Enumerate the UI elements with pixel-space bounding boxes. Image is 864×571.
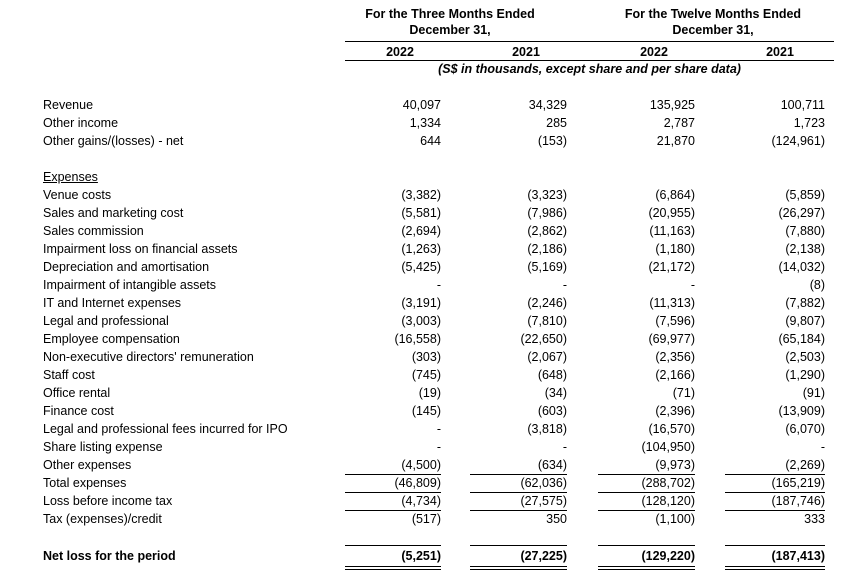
cell-legal-professional-col1: (3,003) [401, 314, 441, 328]
header-twelve-months-line1: For the Twelve Months Ended [624, 7, 802, 21]
cell-net-loss-col3: (129,220) [641, 549, 695, 563]
cell-sales-commission-col3: (11,163) [649, 224, 695, 238]
row-label-sales-commission: Sales commission [43, 224, 144, 238]
cell-sales-commission-col1: (2,694) [401, 224, 441, 238]
row-label-other-expenses: Other expenses [43, 458, 132, 472]
cell-venue-costs-col4: (5,859) [785, 188, 825, 202]
rule-above-tax-col1 [345, 510, 441, 511]
rule-above-tax-col3 [598, 510, 695, 511]
rule-below-net-col4 [725, 566, 825, 570]
header-three-months-line1: For the Three Months Ended [365, 7, 535, 21]
cell-sales-marketing-col1: (5,581) [401, 206, 441, 220]
cell-tax-col3: (1,100) [655, 512, 695, 526]
row-label-ipo-fees: Legal and professional fees incurred for IPO [43, 422, 288, 436]
cell-ipo-fees-col2: (3,818) [527, 422, 567, 436]
row-label-share-listing: Share listing expense [43, 440, 163, 454]
cell-tax-col1: (517) [411, 512, 441, 526]
cell-revenue-col4: 100,711 [780, 98, 825, 112]
row-label-employee-comp: Employee compensation [43, 332, 180, 346]
rule-above-total-col1 [345, 474, 441, 475]
cell-staff-cost-col1: (745) [411, 368, 441, 382]
cell-other-gains-col4: (124,961) [771, 134, 825, 148]
cell-other-income-col2: 285 [546, 116, 567, 130]
cell-share-listing-col3: (104,950) [641, 440, 695, 454]
year-rule [345, 60, 834, 61]
cell-impairment-intangible-col1: - [436, 278, 441, 292]
cell-office-rental-col4: (91) [802, 386, 825, 400]
year-header-y-2021: 2021 [766, 45, 794, 59]
row-label-finance-cost: Finance cost [43, 404, 114, 418]
cell-impairment-intangible-col3: - [690, 278, 695, 292]
header-rule [345, 41, 834, 42]
rule-below-net-col2 [470, 566, 567, 570]
cell-impairment-financial-col3: (1,180) [655, 242, 695, 256]
rule-above-loss-col3 [598, 492, 695, 493]
cell-nonexec-remuneration-col1: (303) [411, 350, 441, 364]
rule-above-loss-col4 [725, 492, 825, 493]
rule-above-net-col2 [470, 545, 567, 546]
cell-sales-marketing-col4: (26,297) [778, 206, 825, 220]
cell-nonexec-remuneration-col4: (2,503) [785, 350, 825, 364]
cell-other-income-col1: 1,334 [409, 116, 441, 130]
cell-it-internet-col4: (7,882) [785, 296, 825, 310]
cell-it-internet-col1: (3,191) [401, 296, 441, 310]
cell-legal-professional-col4: (9,807) [785, 314, 825, 328]
cell-depreciation-col1: (5,425) [401, 260, 441, 274]
rule-above-tax-col2 [470, 510, 567, 511]
cell-tax-col2: 350 [546, 512, 567, 526]
cell-net-loss-col1: (5,251) [401, 549, 441, 563]
cell-revenue-col2: 34,329 [528, 98, 567, 112]
cell-total-expenses-col1: (46,809) [394, 476, 441, 490]
cell-staff-cost-col2: (648) [537, 368, 567, 382]
cell-total-expenses-col4: (165,219) [771, 476, 825, 490]
row-label-tax: Tax (expenses)/credit [43, 512, 162, 526]
row-label-loss-before-tax: Loss before income tax [43, 494, 173, 508]
cell-depreciation-col4: (14,032) [778, 260, 825, 274]
header-three-months-line2: December 31, [409, 23, 491, 37]
cell-sales-marketing-col2: (7,986) [527, 206, 567, 220]
cell-ipo-fees-col4: (6,070) [785, 422, 825, 436]
row-label-legal-professional: Legal and professional [43, 314, 169, 328]
cell-loss-before-tax-col4: (187,746) [771, 494, 825, 508]
rule-above-total-col3 [598, 474, 695, 475]
cell-sales-commission-col4: (7,880) [785, 224, 825, 238]
cell-net-loss-col4: (187,413) [771, 549, 825, 563]
cell-other-expenses-col1: (4,500) [401, 458, 441, 472]
cell-depreciation-col3: (21,172) [648, 260, 695, 274]
header-three-months [345, 6, 555, 38]
cell-share-listing-col2: - [562, 440, 567, 454]
cell-finance-cost-col1: (145) [411, 404, 441, 418]
rule-above-loss-col1 [345, 492, 441, 493]
cell-employee-comp-col4: (65,184) [778, 332, 825, 346]
year-header-q-2022: 2022 [386, 45, 414, 59]
header-twelve-months-line2: December 31, [672, 23, 754, 37]
cell-sales-commission-col2: (2,862) [527, 224, 567, 238]
cell-impairment-financial-col2: (2,186) [527, 242, 567, 256]
row-label-net-loss: Net loss for the period [43, 549, 176, 563]
cell-impairment-financial-col1: (1,263) [401, 242, 441, 256]
cell-employee-comp-col2: (22,650) [520, 332, 567, 346]
cell-ipo-fees-col1: - [436, 422, 441, 436]
cell-nonexec-remuneration-col3: (2,356) [655, 350, 695, 364]
row-label-total-expenses: Total expenses [43, 476, 127, 490]
cell-legal-professional-col2: (7,810) [527, 314, 567, 328]
year-header-y-2022: 2022 [640, 45, 668, 59]
cell-venue-costs-col2: (3,323) [527, 188, 567, 202]
row-label-impairment-intangible: Impairment of intangible assets [43, 278, 217, 292]
cell-office-rental-col2: (34) [544, 386, 567, 400]
rule-below-net-col1 [345, 566, 441, 570]
cell-it-internet-col2: (2,246) [527, 296, 567, 310]
cell-finance-cost-col4: (13,909) [778, 404, 825, 418]
rule-above-net-col3 [598, 545, 695, 546]
cell-sales-marketing-col3: (20,955) [648, 206, 695, 220]
cell-loss-before-tax-col1: (4,734) [401, 494, 441, 508]
cell-other-gains-col2: (153) [537, 134, 567, 148]
cell-employee-comp-col3: (69,977) [648, 332, 695, 346]
cell-share-listing-col1: - [436, 440, 441, 454]
cell-loss-before-tax-col2: (27,575) [520, 494, 567, 508]
cell-finance-cost-col2: (603) [537, 404, 567, 418]
cell-impairment-financial-col4: (2,138) [785, 242, 825, 256]
cell-staff-cost-col3: (2,166) [655, 368, 695, 382]
row-label-depreciation: Depreciation and amortisation [43, 260, 210, 274]
cell-venue-costs-col1: (3,382) [401, 188, 441, 202]
cell-employee-comp-col1: (16,558) [394, 332, 441, 346]
cell-finance-cost-col3: (2,396) [655, 404, 695, 418]
cell-office-rental-col1: (19) [418, 386, 441, 400]
cell-staff-cost-col4: (1,290) [785, 368, 825, 382]
cell-other-gains-col3: 21,870 [656, 134, 695, 148]
row-label-staff-cost: Staff cost [43, 368, 95, 382]
row-label-impairment-financial: Impairment loss on financial assets [43, 242, 238, 256]
rule-above-total-col2 [470, 474, 567, 475]
cell-other-expenses-col4: (2,269) [785, 458, 825, 472]
row-label-other-gains: Other gains/(losses) - net [43, 134, 184, 148]
cell-revenue-col1: 40,097 [402, 98, 441, 112]
row-label-nonexec-remuneration: Non-executive directors' remuneration [43, 350, 254, 364]
cell-revenue-col3: 135,925 [649, 98, 695, 112]
cell-legal-professional-col3: (7,596) [655, 314, 695, 328]
units-note: (S$ in thousands, except share and per share data) [438, 62, 741, 76]
rule-above-net-col4 [725, 545, 825, 546]
cell-tax-col4: 333 [804, 512, 825, 526]
header-twelve-months [592, 6, 834, 38]
year-header-q-2021: 2021 [512, 45, 540, 59]
cell-loss-before-tax-col3: (128,120) [641, 494, 695, 508]
cell-impairment-intangible-col4: (8) [809, 278, 825, 292]
cell-it-internet-col3: (11,313) [649, 296, 695, 310]
rule-above-total-col4 [725, 474, 825, 475]
rule-below-net-col3 [598, 566, 695, 570]
cell-venue-costs-col3: (6,864) [655, 188, 695, 202]
row-label-venue-costs: Venue costs [43, 188, 112, 202]
rule-above-loss-col2 [470, 492, 567, 493]
cell-impairment-intangible-col2: - [562, 278, 567, 292]
row-label-sales-marketing: Sales and marketing cost [43, 206, 184, 220]
rule-above-tax-col4 [725, 510, 825, 511]
cell-total-expenses-col2: (62,036) [520, 476, 567, 490]
cell-total-expenses-col3: (288,702) [641, 476, 695, 490]
cell-share-listing-col4: - [820, 440, 825, 454]
cell-office-rental-col3: (71) [672, 386, 695, 400]
rule-above-net-col1 [345, 545, 441, 546]
cell-ipo-fees-col3: (16,570) [648, 422, 695, 436]
row-label-office-rental: Office rental [43, 386, 111, 400]
cell-other-income-col3: 2,787 [663, 116, 695, 130]
row-label-expenses-heading: Expenses [43, 170, 98, 184]
cell-other-expenses-col3: (9,973) [655, 458, 695, 472]
cell-depreciation-col2: (5,169) [527, 260, 567, 274]
cell-net-loss-col2: (27,225) [520, 549, 567, 563]
cell-other-gains-col1: 644 [420, 134, 441, 148]
cell-other-expenses-col2: (634) [537, 458, 567, 472]
cell-other-income-col4: 1,723 [793, 116, 825, 130]
cell-nonexec-remuneration-col2: (2,067) [527, 350, 567, 364]
row-label-revenue: Revenue [43, 98, 94, 112]
row-label-it-internet: IT and Internet expenses [43, 296, 182, 310]
row-label-other-income: Other income [43, 116, 119, 130]
